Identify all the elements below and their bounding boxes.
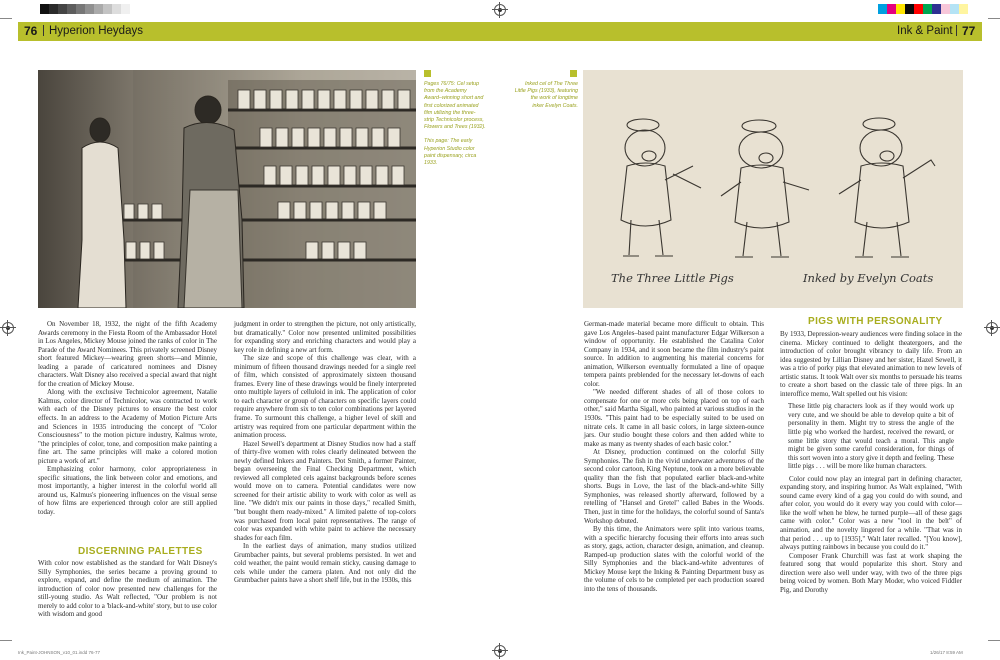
paragraph: On November 18, 1932, the night of the fifth Academy Awards ceremony in the Fiesta Room of the Ambassador Hotel in Los Angeles, Mickey Mouse joined the ranks of color in The Parade of the Award Nominees. This privately screened Disney short featured Mickey—wearing green shorts—and Minnie, leading a parade of caricatured nominees and Disney characters. Walt Disney also received a special award that night for the creation of Mickey Mouse.	[38, 320, 217, 388]
print-slug-right: 1/26/17 8:59 AM	[930, 650, 963, 655]
pigs-drawing	[583, 70, 963, 308]
paragraph: Emphasizing color harmony, color appropriateness in specific situations, the link between color and emotions, and most importantly, a higher interest in the colorful world all around us, Kalmus's pioneering influences on the visual sense of how films are experienced through color are still applied today.	[38, 465, 217, 517]
block-quote: These little pig characters look as if they would work up very cute, and we should be able to develop quite a bit of personality in them. Might try to stress the angle of the little pig who worked the hardest, received the reward, or some little story that would teach a moral. This angle might be given some careful consideration, for things of this sort woven into a story give it depth and feeling. These little pigs . . . will be more like human characters.	[788, 402, 954, 471]
body-column-4	[780, 330, 962, 594]
left-running-head: Hyperion Heydays	[49, 25, 143, 37]
caption-marker	[570, 70, 577, 77]
registration-mark-bottom	[494, 645, 506, 657]
registration-mark-left	[2, 322, 14, 334]
right-running-head: Ink & Paint	[897, 25, 953, 37]
subhead-pigs-with-personality: PIGS WITH PERSONALITY	[808, 316, 943, 327]
paragraph: German-made material became more difficult to obtain. This gave Los Angeles–based paint manufacturer Edgar Wilkerson a window of opportunity. He established the Catalina Color Company in 1934, and it soon became the film industry's paint source. In addition to augmenting his material concerns for animation, Wilkerson eventually formulated a line of opaque tempera paints preblended for the necessary let-downs of each color.	[584, 320, 764, 388]
print-color-bar-right	[878, 4, 968, 14]
paragraph: By this time, the Animators were split into various teams, with a specific hierarchy focusing their efforts into areas such as story, gags, action, character design, animation, and cleanup. Ramped-up production slates with the colorful world of the Silly Symphonies and the black-and-white adventures of Mickey Mouse kept the Inking & Painting Department busy as the volume of cels to be completed per each production soared into the tens of thousands.	[584, 525, 764, 593]
paragraph: "We needed different shades of all of those colors to compensate for one or more cels being placed on top of each other," said Martha Sigall, who painted at various studios in the 1930s. "This paint had to be especially suited to be used on nitrate cels. It came in all basic colors, in large sixteen-ounce jars. Our studio bought these colors and then added white to make as many as twenty shades of each basic color."	[584, 388, 764, 448]
print-color-bar-left	[40, 4, 130, 14]
crop-mark	[0, 640, 12, 641]
body-column-1	[38, 320, 217, 517]
crop-mark	[988, 18, 1000, 19]
body-column-3	[584, 320, 764, 594]
left-page-number: 76	[24, 24, 38, 38]
right-page-number: 77	[962, 24, 976, 38]
subhead-discerning-palettes: DISCERNING PALETTES	[78, 546, 203, 557]
crop-mark	[988, 640, 1000, 641]
paragraph: With color now established as the standard for Walt Disney's Silly Symphonies, the series became a proving ground to explore, expand, and define the medium of animation. The introduction of color now presented new challenges for the still-young studio. As Walt reflected, "Our problem is not merely to add color to a 'black-and-white' story, but to use color with wisdom and good	[38, 559, 217, 619]
sketch-inscription-inker: Inked by Evelyn Coats	[803, 271, 934, 285]
header-separator	[43, 25, 44, 36]
body-column-2	[234, 320, 416, 585]
crop-mark	[0, 18, 12, 19]
paragraph: At Disney, production continued on the colorful Silly Symphonies. The fish in the vivid underwater adventures of the second color cartoon, King Neptune, took on a more believable quality than the fish that populated earlier black-and-white shorts. Bugs in Love, the last of the black-and-white Silly Symphonies, was released shortly afterward, followed by a retelling of "Hansel and Gretel" called Babes in the Woods. Then, just in time for the holidays, the colorful sound of Santa's Workshop debuted.	[584, 448, 764, 525]
header-rule	[18, 39, 982, 41]
sketch-inscription-title: The Three Little Pigs	[611, 271, 734, 285]
paragraph: Color could now play an integral part in defining character, expanding story, and inspiring humor. As Walt explained, "With sound came every kind of a gag you could do with sound, and after color, you would do it every way you could with color—like the wolf when he blew, he turned purple—all of these gags came with color." Color was a new "tool in the belt" of animation, and the novelty lingered for a while. "That was in that period . . . up to [1935]," Walt later recalled. "[You know], always putting rainbows in because you could do it."	[780, 474, 962, 552]
paragraph: The size and scope of this challenge was clear, with a minimum of fifteen thousand drawings needed for a single reel of film, which consisted of approximately sixteen thousand frames. Every line of these drawings would be finely interpreted onto multiple layers of celluloid in ink. The application of color to each character or group of characters on specific layers could require anywhere from six to ten color combinations per layered frame. To surmount this challenge, a higher level of skill and artistry was required from one particular department within the animation process.	[234, 354, 416, 440]
paragraph: In the earliest days of animation, many studios utilized Grumbacher paints, but several problems persisted. In wet and cold weather, the paint would remain sticky, causing damage to cels while under the camera platen. And not only did the Grumbacher paints have a short shelf life, but in the 1930s, this	[234, 542, 416, 585]
header-separator	[956, 25, 957, 36]
paragraph: Hazel Sewell's department at Disney Studios now had a staff of thirty-five women with roles clearly delineated between the newly defined Inkers and Painters. Dot Smith, a former Painter, began overseeing the Final Checking Department, which reviewed all completed cels against backgrounds before scenes would move on to camera. Potential candidates were now screened for their artistic ability to work with color as well as line. "We didn't mix our paints in those days," recalled Smith, "but bought them ready-mixed." A limited palette of top-colors was purchased from local paint representatives. The range of color was expanded with white paint to achieve the necessary shades for each film.	[234, 439, 416, 542]
paragraph: Composer Frank Churchill was fast at work shaping the featured song that would popularize this short. Story and direction were also well under way, with two of the three pigs being voiced by women. Both Mary Moder, who voiced Fiddler Pig, and Dorothy	[780, 551, 962, 594]
paint-dispensary-photo	[38, 70, 416, 308]
body-column-1-continued	[38, 559, 217, 619]
paragraph: judgment in order to strengthen the picture, not only artistically, but dramatically." Color now presented unlimited possibilities for expanding story and enriching characters and would play a key role in defining a new art form.	[234, 320, 416, 354]
paint-dispensary-illustration	[38, 70, 416, 308]
paragraph: Along with the exclusive Technicolor agreement, Natalie Kalmus, color director of Technicolor, was contracted to work with each of the Disney pictures to ensure the best color effects. In an address to the Academy of Motion Picture Arts and Sciences in 1935 introducing the concept of "Color Consciousness" to the motion picture industry, Kalmus wrote, "the principles of color, tone, and composition make painting a fine art. The same principles will make a colored motion picture a work of art."	[38, 388, 217, 465]
right-photo-caption: Inked cel of The Three Little Pigs (1933), featuring the work of longtime inker Evelyn Coats.	[514, 81, 578, 109]
registration-mark-right	[986, 322, 998, 334]
print-slug-left: Ink_Paint-JOHNSON_v10_01.indd 76-77	[18, 650, 101, 655]
three-little-pigs-sketch	[583, 70, 963, 308]
paragraph: By 1933, Depression-weary audiences were finding solace in the cinema. Mickey continued to delight theatergoers, and the introduction of color brought vibrancy to daily life. From an idea suggested by Lillian Disney and her sister, Hazel Sewell, it was a trio of porky pigs that elevated animation to new levels of artistic status. It took Walt over six months to persuade his teams to create a short based on the classic tale of three pigs. In an interoffice memo, Walt spelled out his vision:	[780, 330, 962, 398]
left-photo-caption: Pages 76/75: Cel setup from the Academy Award–winning short and first colorized animated film utilizing the three- strip Technicolor process, Flowers and Trees (1932). This page: The early Hyperion Studio color paint dispensary, circa 1933.	[424, 81, 486, 167]
registration-mark-top	[494, 4, 506, 16]
caption-marker	[424, 70, 431, 77]
